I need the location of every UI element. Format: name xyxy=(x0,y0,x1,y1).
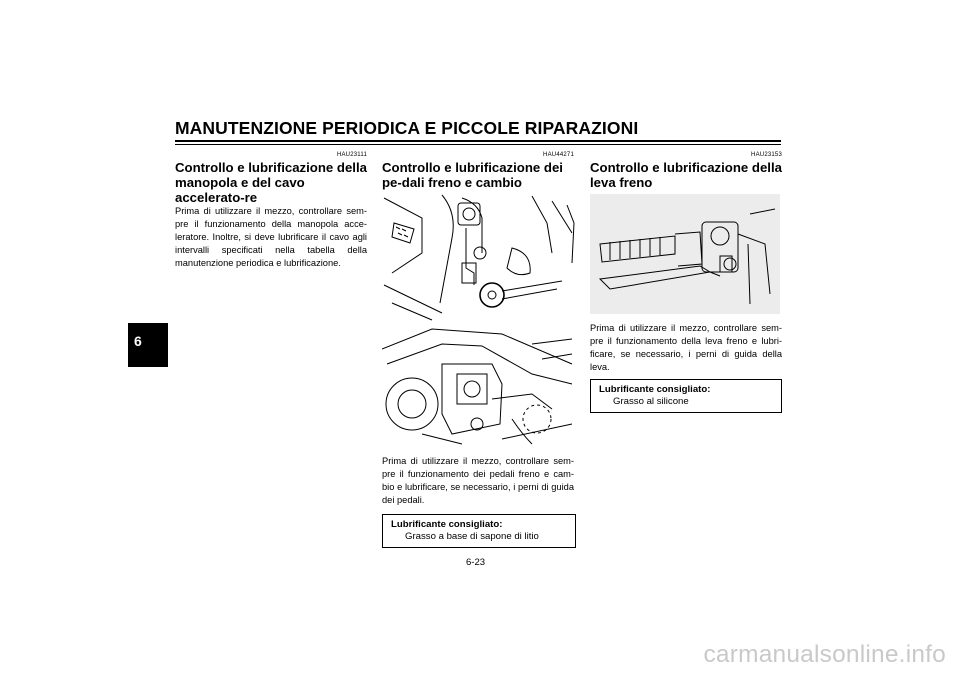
watermark: carmanualsonline.info xyxy=(703,641,946,668)
section-throttle xyxy=(175,151,367,270)
lubricant-value: Grasso a base di sapone di litio xyxy=(405,530,539,542)
lubricant-label: Lubrificante consigliato: xyxy=(599,384,711,395)
section-title: Controllo e lubrificazione dei pe-dali freno e cambio xyxy=(382,160,563,190)
brake-lever-illustration xyxy=(590,194,780,314)
section-body: Prima di utilizzare il mezzo, controllare sem-pre il funzionamento della manopola acce-leratore. Inoltre, si deve lubrificare il cavo agli intervalli specificati nella tabella della manutenzione periodica e lubrificazione. xyxy=(175,206,367,268)
section-code: HAU23111 xyxy=(336,152,367,158)
chapter-tab xyxy=(128,323,168,367)
section-body: Prima di utilizzare il mezzo, controllare sem-pre il funzionamento dei pedali freno e cam-bio e lubrificare, se necessario, i perni di guida dei pedali. xyxy=(382,456,574,505)
section-code: HAU44271 xyxy=(543,152,574,158)
section-pedals-text xyxy=(382,455,574,507)
page-number: 6-23 xyxy=(466,557,486,568)
page-title: MANUTENZIONE PERIODICA E PICCOLE RIPARAZIONI xyxy=(175,118,639,138)
section-title: Controllo e lubrificazione della manopola e del cavo accelerato-re xyxy=(175,160,367,205)
section-code: HAU23153 xyxy=(751,152,782,158)
header-rule-thin xyxy=(175,144,781,145)
lubricant-value: Grasso al silicone xyxy=(613,395,689,407)
page-header xyxy=(175,118,781,138)
section-brake-lever xyxy=(590,151,782,190)
section-pedals xyxy=(382,151,574,190)
section-brake-lever-text xyxy=(590,322,782,374)
lubricant-label: Lubrificante consigliato: xyxy=(391,519,503,530)
brake-pedal-illustration xyxy=(382,193,576,321)
shift-pedal-illustration xyxy=(382,324,576,450)
header-rule-thick xyxy=(175,140,781,142)
chapter-number: 6 xyxy=(134,333,142,349)
lubricant-box xyxy=(382,514,576,548)
lubricant-box xyxy=(590,379,782,413)
section-title: Controllo e lubrificazione della leva freno xyxy=(590,160,782,190)
section-body: Prima di utilizzare il mezzo, controllare sem-pre il funzionamento della leva freno e lubri-ficare, se necessario, i perni di guida della leva. xyxy=(590,323,782,372)
